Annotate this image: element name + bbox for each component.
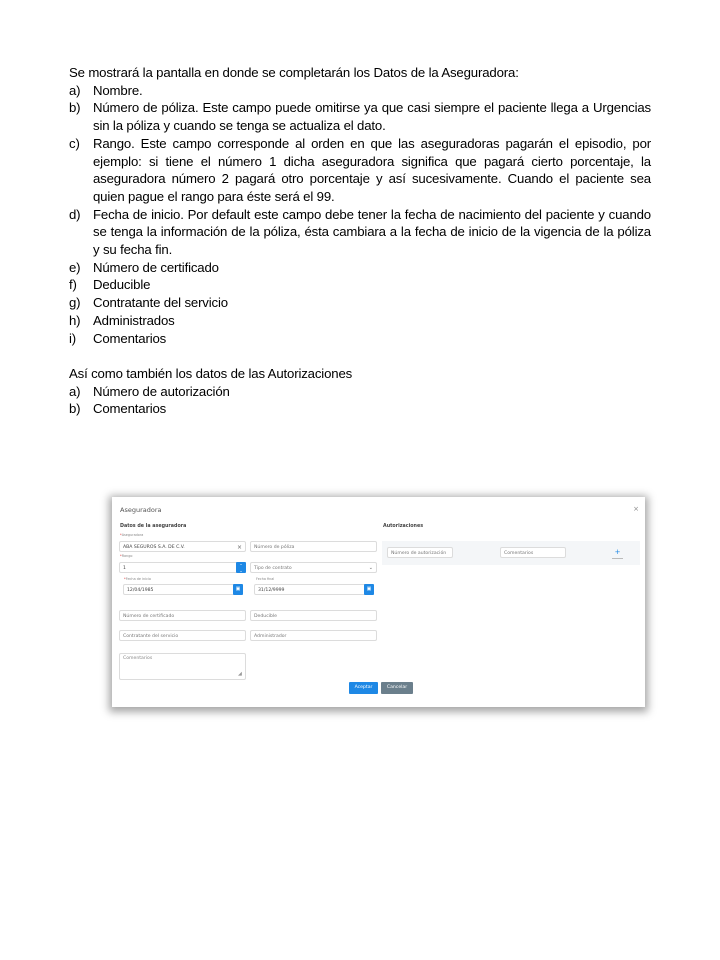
accept-button[interactable]: Aceptar bbox=[349, 682, 378, 694]
certificado-input[interactable]: Número de certificado bbox=[119, 610, 246, 621]
chevron-down-icon: ⌄ bbox=[368, 565, 373, 571]
list-item bbox=[69, 276, 651, 294]
list-item-text: Número de autorización bbox=[93, 383, 230, 399]
list-marker: b) bbox=[69, 401, 81, 417]
list-item bbox=[69, 135, 651, 206]
spinner-icon[interactable]: ⌃ ⌄ bbox=[236, 562, 246, 573]
list-item bbox=[69, 99, 651, 134]
list-item-text: Número de certificado bbox=[93, 259, 219, 275]
list-item bbox=[69, 312, 651, 330]
list-item-text: Fecha de inicio. Por default este campo debe tener la fecha de nacimiento del paciente y cuando se tenga la información de la póliza, ésta cambiara a la fecha de inicio de la vigencia de la póliza y su fecha fin. bbox=[93, 206, 651, 258]
list-item-text: Comentarios bbox=[93, 330, 167, 346]
list-item bbox=[69, 206, 651, 259]
list-item bbox=[69, 259, 651, 277]
list-item-text: Nombre. bbox=[93, 82, 143, 98]
list-marker: h) bbox=[69, 312, 81, 328]
list-item bbox=[69, 330, 651, 348]
rango-label: *Rango bbox=[120, 554, 133, 558]
tipo-contrato-select[interactable] bbox=[250, 562, 377, 573]
rango-value: 1 bbox=[123, 566, 126, 571]
list-item bbox=[69, 294, 651, 312]
cancel-button[interactable]: Cancelar bbox=[381, 682, 413, 694]
close-icon[interactable]: × bbox=[633, 505, 639, 513]
list-marker: d) bbox=[69, 206, 81, 222]
list-item-text: Número de póliza. Este campo puede omitirse ya que casi siempre el paciente llega a Urgencias sin la póliza y cuando se tenga se actualiza el dato. bbox=[93, 100, 651, 134]
list-marker: e) bbox=[69, 259, 81, 275]
rango-input[interactable] bbox=[119, 562, 246, 573]
comentarios-textarea[interactable] bbox=[119, 653, 246, 680]
list-marker: a) bbox=[69, 82, 81, 98]
auth-numero-input[interactable]: Número de autorización bbox=[387, 547, 453, 558]
resize-grip-icon[interactable]: ◢ bbox=[238, 671, 242, 677]
fecha-inicio-input[interactable] bbox=[123, 584, 243, 595]
insurer-intro: Se mostrará la pantalla en donde se completarán los Datos de la Aseguradora: bbox=[69, 65, 519, 80]
fecha-final-value: 31/12/9999 bbox=[258, 588, 285, 593]
calendar-icon[interactable]: ▣ bbox=[233, 584, 243, 595]
fecha-inicio-value: 12/04/1985 bbox=[127, 588, 154, 593]
contratante-input[interactable]: Contratante del servicio bbox=[119, 630, 246, 641]
list-item-text: Administrados bbox=[93, 312, 175, 328]
deducible-input[interactable]: Deducible bbox=[250, 610, 377, 621]
insurer-section-title: Datos de la aseguradora bbox=[120, 524, 187, 529]
auth-fields-list bbox=[69, 383, 651, 418]
list-item-text: Rango. Este campo corresponde al orden en que las aseguradoras pagarán el episodio, por ejemplo: si tiene el número 1 dicha aseguradora significa que pagará cierto porcentaje, la aseguradora número 2 pagará otro porcentaje y así sucesivamente. Cuando el paciente sea quien pague el rango para éste será el 99. bbox=[93, 135, 651, 204]
auth-section-title: Autorizaciones bbox=[383, 524, 424, 529]
list-item bbox=[69, 400, 651, 418]
add-icon[interactable]: + bbox=[612, 547, 623, 559]
list-item-text: Contratante del servicio bbox=[93, 295, 228, 311]
aseguradora-value: ABA SEGUROS S.A. DE C.V. bbox=[123, 545, 185, 550]
clear-icon[interactable]: × bbox=[236, 544, 242, 551]
fecha-final-label: Fecha final bbox=[256, 577, 275, 581]
aseguradora-select[interactable] bbox=[119, 541, 246, 552]
list-item-text: Deducible bbox=[93, 277, 151, 293]
tipo-contrato-placeholder: Tipo de contrato bbox=[254, 566, 292, 571]
auth-row bbox=[382, 541, 640, 565]
list-item bbox=[69, 82, 651, 100]
list-item-text: Comentarios bbox=[93, 401, 167, 417]
fecha-inicio-label: *Fecha de inicio bbox=[124, 577, 151, 581]
list-marker: c) bbox=[69, 135, 80, 151]
list-marker: g) bbox=[69, 295, 81, 311]
aseguradora-label: *Aseguradora bbox=[120, 533, 144, 537]
list-marker: f) bbox=[69, 277, 77, 293]
list-item bbox=[69, 383, 651, 401]
list-marker: b) bbox=[69, 100, 81, 116]
auth-comentarios-input[interactable]: Comentarios bbox=[500, 547, 566, 558]
poliza-input[interactable]: Número de póliza bbox=[250, 541, 377, 552]
document-body bbox=[69, 64, 651, 418]
administrador-input[interactable]: Administrador bbox=[250, 630, 377, 641]
fecha-final-input[interactable] bbox=[254, 584, 374, 595]
list-marker: i) bbox=[69, 330, 77, 346]
list-marker: a) bbox=[69, 383, 81, 399]
paragraph-gap bbox=[69, 347, 651, 365]
dialog-title: Aseguradora bbox=[120, 506, 162, 514]
insurer-dialog-screenshot bbox=[112, 497, 645, 707]
insurer-fields-list bbox=[69, 82, 651, 348]
calendar-icon[interactable]: ▣ bbox=[364, 584, 374, 595]
auth-intro: Así como también los datos de las Autorizaciones bbox=[69, 365, 353, 381]
